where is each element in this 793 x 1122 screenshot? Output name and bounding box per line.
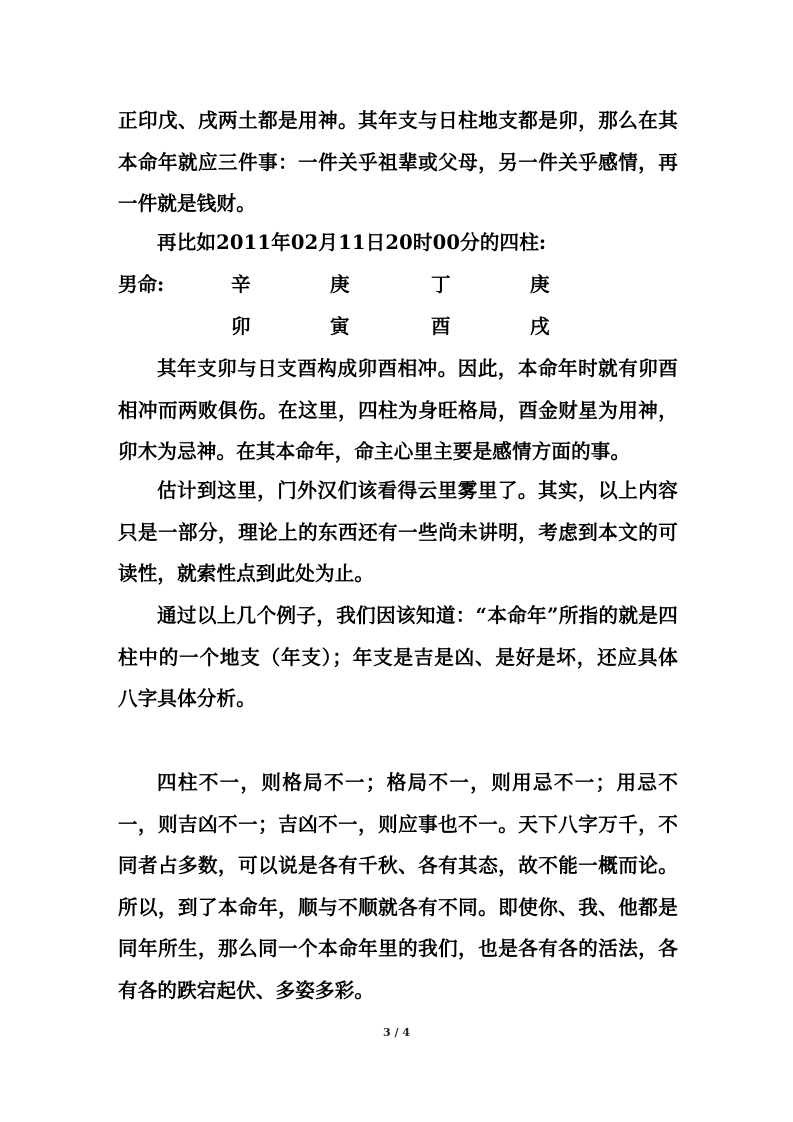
pillars-stems-row	[118, 264, 678, 306]
stem-year: 辛	[231, 273, 251, 296]
paragraph-6: 四柱不一，则格局不一；格局不一，则用忌不一；用忌不一，则吉凶不一；吉凶不一，则应事也不一。天下八字万千，不同者占多数，可以说是各有千秋、各有其态，故不能一概而论。所以，到了本命年，顺与不顺就各有不同。即使你、我、他都是同年所生，那么同一个本命年里的我们，也是各有各的活法，各有各的跌宕起伏、多姿多彩。	[118, 771, 678, 1002]
stem-month: 庚	[330, 273, 350, 296]
paragraph-1: 正印戊、戌两土都是用神。其年支与日柱地支都是卯，那么在其本命年就应三件事：一件关乎祖辈或父母，另一件关乎感情，再一件就是钱财。	[118, 109, 678, 215]
branch-month: 寅	[330, 315, 350, 338]
paragraph-5: 通过以上几个例子，我们因该知道：“本命年”所指的就是四柱中的一个地支（年支）；年支是吉是凶、是好是坏，还应具体八字具体分析。	[118, 604, 678, 710]
stem-hour: 庚	[530, 273, 550, 296]
branch-year: 卯	[231, 315, 251, 338]
paragraph-3: 其年支卯与日支酉构成卯酉相冲。因此，本命年时就有卯酉相冲而两败俱伤。在这里，四柱为身旺格局，酉金财星为用神，卯木为忌神。在其本命年，命主心里主要是感情方面的事。	[118, 357, 678, 463]
branch-hour: 戌	[530, 315, 550, 338]
pillars-branches-row	[118, 306, 678, 348]
paragraph-4: 估计到这里，门外汉们该看得云里雾里了。其实，以上内容只是一部分，理论上的东西还有一些尚未讲明，考虑到本文的可读性，就索性点到此处为止。	[118, 479, 678, 585]
stem-day: 丁	[431, 273, 451, 296]
branch-day: 酉	[431, 315, 451, 338]
page-number: 3 / 4	[383, 1026, 410, 1039]
paragraph-2: 再比如2011年02月11日20时00分的四柱:	[157, 231, 547, 254]
pillars-label: 男命:	[118, 273, 165, 296]
